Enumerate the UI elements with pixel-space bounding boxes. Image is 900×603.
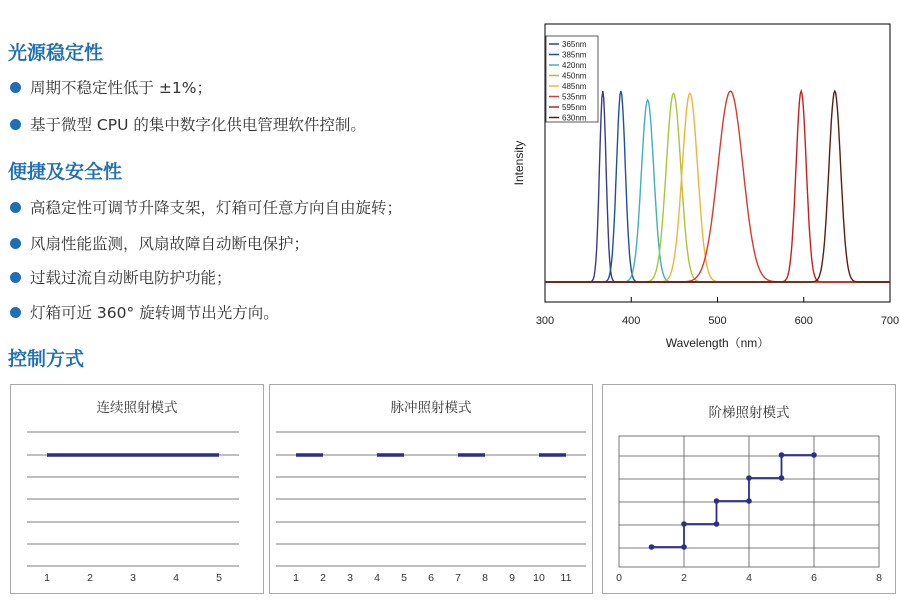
section-title-stability: 光源稳定性: [8, 42, 104, 64]
bullet-dot-icon: [10, 119, 21, 130]
section-title-convenience: 便捷及安全性: [8, 161, 123, 183]
list-item: [10, 232, 309, 254]
section-title-control: 控制方式: [8, 348, 85, 370]
x-tick-label: 2: [320, 572, 326, 584]
legend-label: 630nm: [562, 113, 587, 123]
x-tick-label: 5: [401, 572, 407, 584]
step-mode-chart: [603, 385, 895, 593]
step-point: [681, 521, 687, 527]
list-item-text: 基于微型 CPU 的集中数字化供电管理软件控制。: [30, 116, 366, 134]
x-tick-label: 3: [130, 572, 136, 584]
x-tick-label: 11: [560, 572, 572, 584]
step-point: [649, 544, 655, 550]
x-tick-label: 4: [173, 572, 179, 584]
step-point: [779, 452, 785, 458]
x-tick-label: 8: [482, 572, 488, 584]
x-tick-label: 6: [811, 572, 817, 584]
legend-label: 365nm: [562, 40, 587, 49]
list-item: [10, 76, 212, 98]
bullet-dot-icon: [10, 272, 21, 283]
x-tick-label: 600: [794, 315, 813, 327]
x-tick-label: 4: [746, 572, 752, 584]
legend-label: 385nm: [562, 50, 587, 60]
step-point: [811, 452, 817, 458]
step-point: [681, 544, 687, 550]
continuous-mode-chart: [11, 385, 263, 593]
x-axis-label: Wavelength（nm）: [665, 336, 770, 350]
list-item: [10, 113, 366, 135]
list-item: [10, 301, 279, 323]
legend: [546, 36, 598, 123]
x-tick-label: 10: [533, 572, 545, 584]
x-tick-label: 9: [509, 572, 515, 584]
x-tick-label: 3: [347, 572, 353, 584]
step-point: [714, 521, 720, 527]
list-item-text: 过载过流自动断电防护功能；: [30, 269, 232, 287]
legend-label: 595nm: [562, 103, 587, 112]
bullet-dot-icon: [10, 307, 21, 318]
x-tick-label: 700: [880, 315, 900, 327]
bullet-dot-icon: [10, 82, 21, 93]
x-tick-label: 1: [44, 572, 50, 584]
panel-title: 阶梯照射模式: [708, 405, 790, 421]
panel-title: 脉冲照射模式: [390, 400, 472, 416]
y-axis-label: Intensity: [512, 140, 526, 186]
x-tick-label: 2: [681, 572, 687, 584]
list-item-text: 周期不稳定性低于 ±1%；: [30, 79, 213, 97]
pulse-mode-chart: [270, 385, 592, 593]
legend-label: 485nm: [562, 82, 587, 91]
x-tick-label: 5: [216, 572, 222, 584]
continuous-mode-panel: [10, 384, 264, 594]
list-item-text: 高稳定性可调节升降支架，灯箱可任意方向自由旋转；: [30, 199, 403, 217]
step-point: [779, 475, 785, 481]
x-tick-label: 300: [535, 315, 555, 327]
list-item-text: 风扇性能监测，风扇故障自动断电保护；: [30, 235, 310, 253]
step-point: [714, 498, 720, 504]
step-line: [652, 455, 815, 547]
x-tick-label: 4: [374, 572, 380, 584]
x-tick-label: 8: [876, 572, 882, 584]
list-item: [10, 196, 402, 218]
panel-title: 连续照射模式: [96, 400, 178, 416]
x-tick-label: 500: [708, 315, 727, 327]
bullet-dot-icon: [10, 238, 21, 249]
x-tick-label: 7: [455, 572, 461, 584]
legend-label: 535nm: [562, 92, 587, 102]
step-mode-panel: [602, 384, 896, 594]
spectrum-chart: [505, 20, 900, 360]
bullet-dot-icon: [10, 202, 21, 213]
list-item-text: 灯箱可近 360° 旋转调节出光方向。: [30, 304, 279, 322]
x-tick-label: 2: [87, 572, 93, 584]
x-tick-label: 400: [622, 315, 641, 327]
x-tick-label: 6: [428, 572, 434, 584]
pulse-mode-panel: [269, 384, 593, 594]
legend-label: 420nm: [562, 61, 587, 70]
x-tick-label: 1: [293, 572, 299, 584]
step-point: [746, 475, 752, 481]
list-item: [10, 266, 232, 288]
legend-label: 450nm: [562, 71, 587, 81]
step-point: [746, 498, 752, 504]
x-tick-label: 0: [616, 572, 622, 584]
